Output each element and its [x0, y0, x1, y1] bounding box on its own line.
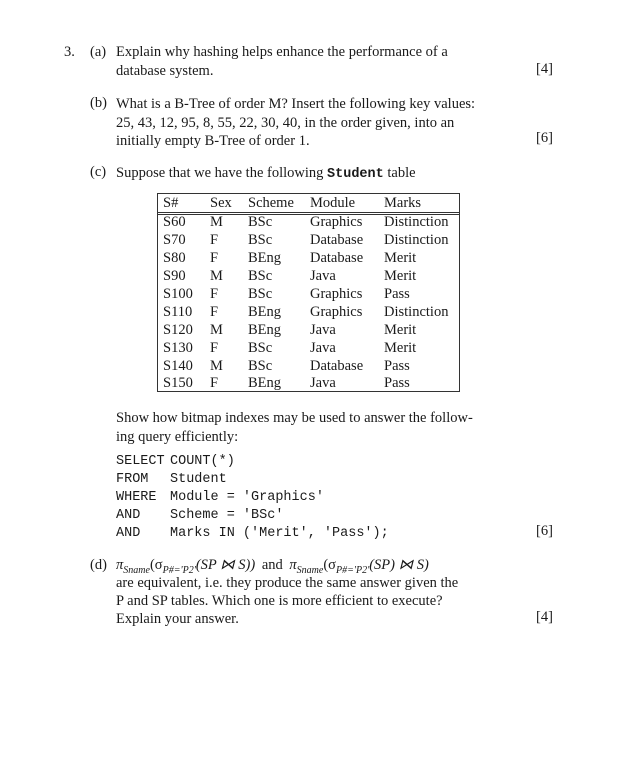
cell-sex: F: [210, 375, 219, 391]
part-a-marks: [4]: [536, 61, 553, 77]
cell-sno: S80: [163, 250, 186, 266]
cell-sex: M: [210, 358, 223, 374]
expression-1-rest: (SP ⋈ S)): [195, 557, 256, 573]
projection-symbol: π: [116, 557, 124, 573]
cell-marks: Pass: [384, 286, 410, 302]
cell-marks: Distinction: [384, 304, 449, 320]
cell-module: Java: [310, 268, 336, 284]
cell-sno: S100: [163, 286, 193, 302]
and-text: and: [261, 557, 283, 573]
cell-sno: S120: [163, 322, 193, 338]
part-a-line-1: Explain why hashing helps enhance the performance of a: [116, 44, 448, 60]
part-c-intro-suffix: table: [383, 165, 416, 181]
part-d-line-1: are equivalent, i.e. they produce the same answer given the: [116, 575, 459, 591]
cell-sno: S70: [163, 232, 186, 248]
cell-scheme: BEng: [248, 304, 282, 320]
cell-sex: M: [210, 268, 223, 284]
part-a-label: (a): [90, 44, 107, 60]
cell-marks: Merit: [384, 322, 417, 338]
cell-scheme: BSc: [248, 340, 273, 356]
cell-sno: S150: [163, 375, 193, 391]
cell-marks: Merit: [384, 268, 417, 284]
part-b-line-3: initially empty B-Tree of order 1.: [116, 133, 310, 149]
cell-sno: S90: [163, 268, 186, 284]
part-b-line-2: 25, 43, 12, 95, 8, 55, 22, 30, 40, in the order given, into an: [116, 115, 455, 131]
cell-sex: F: [210, 286, 219, 302]
cell-marks: Merit: [384, 340, 417, 356]
part-b-line-1: What is a B-Tree of order M? Insert the following key values:: [116, 96, 476, 112]
projection-symbol: π: [289, 557, 297, 573]
cell-sex: F: [210, 340, 219, 356]
sql-clause: Student: [170, 472, 227, 487]
cell-marks: Pass: [384, 358, 410, 374]
sql-clause: COUNT(*): [170, 454, 235, 469]
header-module: Module: [310, 195, 356, 211]
cell-scheme: BSc: [248, 358, 273, 374]
sql-keyword: AND: [116, 526, 141, 541]
cell-module: Database: [310, 250, 364, 266]
selection-condition: P#='P2': [335, 564, 370, 576]
cell-marks: Pass: [384, 375, 410, 391]
cell-module: Java: [310, 375, 336, 391]
cell-module: Graphics: [310, 286, 363, 302]
part-c-intro-prefix: Suppose that we have the following: [116, 165, 328, 181]
cell-sex: M: [210, 214, 223, 230]
sql-clause: Scheme = 'BSc': [170, 508, 284, 523]
cell-sex: M: [210, 322, 223, 338]
sql-keyword: AND: [116, 508, 141, 523]
cell-module: Java: [310, 322, 336, 338]
cell-sno: S140: [163, 358, 193, 374]
selection-open: (σ: [149, 557, 163, 573]
part-a-line-2: database system.: [116, 63, 214, 79]
cell-scheme: BSc: [248, 268, 273, 284]
sql-keyword: FROM: [116, 472, 149, 487]
cell-sno: S60: [163, 214, 186, 230]
student-table: [157, 193, 460, 392]
cell-module: Database: [310, 232, 364, 248]
cell-sno: S130: [163, 340, 193, 356]
cell-sno: S110: [163, 304, 193, 320]
part-c-question-line-2: ing query efficiently:: [116, 429, 239, 445]
part-d-line-2: P and SP tables. Which one is more efficient to execute?: [116, 593, 443, 609]
cell-marks: Distinction: [384, 214, 449, 230]
part-c-intro: [116, 164, 416, 184]
cell-scheme: BSc: [248, 232, 273, 248]
student-table-name: Student: [327, 167, 384, 182]
part-d-label: (d): [90, 557, 107, 573]
cell-module: Graphics: [310, 214, 363, 230]
part-c-question-line-1: Show how bitmap indexes may be used to answer the follow-: [116, 410, 473, 426]
cell-scheme: BEng: [248, 250, 282, 266]
selection-open: (σ: [323, 557, 336, 573]
question-number: 3.: [64, 44, 75, 60]
part-c-label: (c): [90, 164, 107, 180]
cell-marks: Merit: [384, 250, 417, 266]
part-d-marks: [4]: [536, 609, 553, 625]
projection-attr: Sname: [123, 564, 150, 576]
projection-attr: Sname: [296, 564, 324, 576]
expression-2-rest: (SP) ⋈ S): [369, 557, 429, 573]
part-d-line-3: Explain your answer.: [116, 611, 239, 627]
cell-scheme: BSc: [248, 286, 273, 302]
sql-clause: Marks IN ('Merit', 'Pass');: [170, 526, 389, 541]
cell-sex: F: [210, 304, 219, 320]
header-sno: S#: [163, 195, 179, 211]
selection-condition: P#='P2': [162, 564, 196, 576]
cell-marks: Distinction: [384, 232, 449, 248]
header-marks: Marks: [384, 195, 422, 211]
part-b-marks: [6]: [536, 130, 553, 146]
cell-scheme: BSc: [248, 214, 273, 230]
cell-scheme: BEng: [248, 375, 282, 391]
cell-module: Java: [310, 340, 336, 356]
part-c-marks: [6]: [536, 523, 553, 539]
cell-sex: F: [210, 250, 219, 266]
part-b-label: (b): [90, 95, 107, 111]
cell-scheme: BEng: [248, 322, 282, 338]
cell-module: Graphics: [310, 304, 363, 320]
header-scheme: Scheme: [248, 195, 294, 211]
sql-keyword: SELECT: [116, 454, 165, 469]
sql-keyword: WHERE: [116, 490, 157, 505]
cell-module: Database: [310, 358, 364, 374]
cell-sex: F: [210, 232, 219, 248]
sql-clause: Module = 'Graphics': [170, 490, 324, 505]
header-sex: Sex: [210, 195, 232, 211]
